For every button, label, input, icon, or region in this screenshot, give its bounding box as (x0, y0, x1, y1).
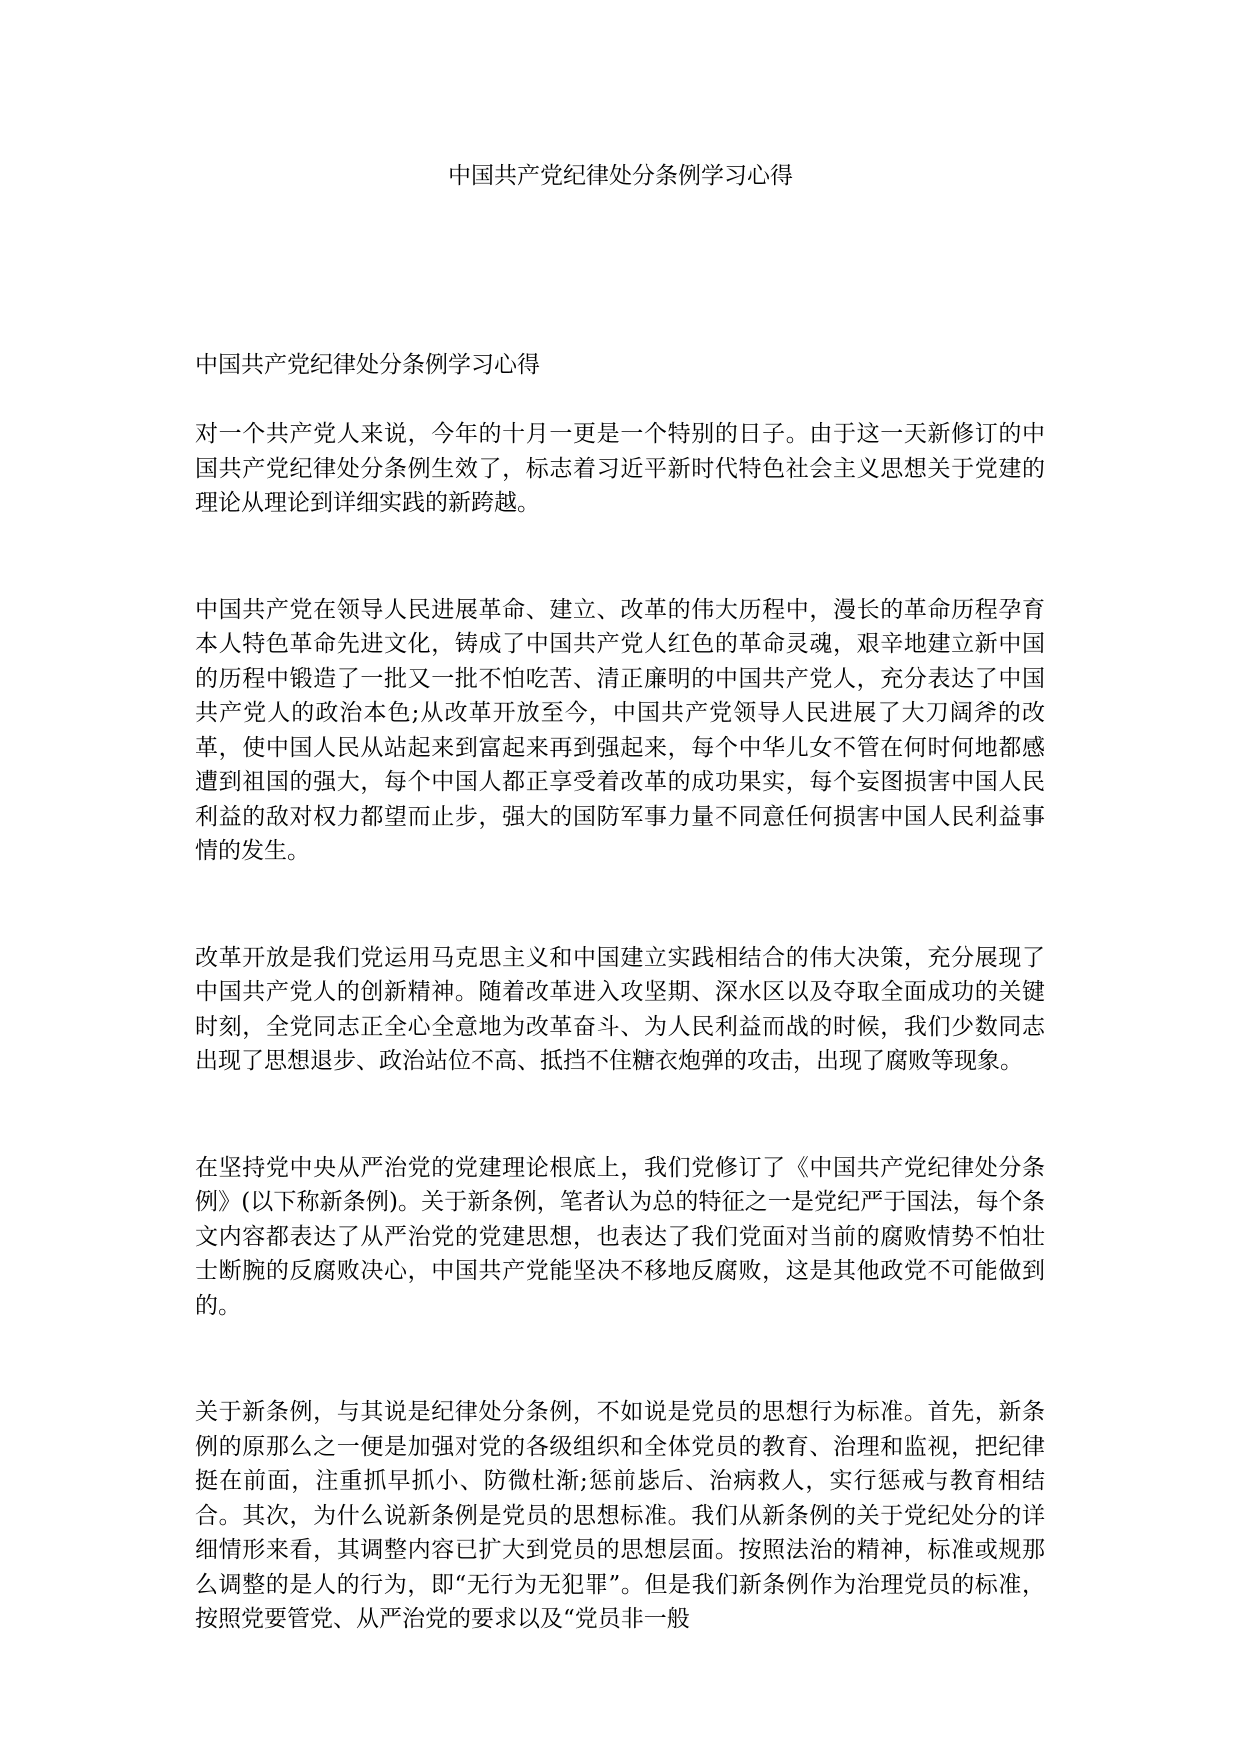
document-body (195, 347, 1045, 1637)
paragraph-2: 中国共产党在领导人民进展革命、建立、改革的伟大历程中，漫长的革命历程孕育本人特色革命先进文化，铸成了中国共产党人红色的革命灵魂，艰辛地建立新中国的历程中锻造了一批又一批不怕吃苦、清正廉明的中国共产党人，充分表达了中国共产党人的政治本色;从改革开放至今，中国共产党领导人民进展了大刀阔斧的改革，使中国人民从站起来到富起来再到强起来，每个中华儿女不管在何时何地都感遭到祖国的强大，每个中国人都正享受着改革的成功果实，每个妄图损害中国人民利益的敌对权力都望而止步，强大的国防军事力量不同意任何损害中国人民利益事情的发生。 (195, 596, 1045, 864)
document-subtitle: 中国共产党纪律处分条例学习心得 (195, 352, 540, 378)
paragraph-3: 改革开放是我们党运用马克思主义和中国建立实践相结合的伟大决策，充分展现了中国共产党人的创新精神。随着改革进入攻坚期、深水区以及夺取全面成功的关键时刻，全党同志正全心全意地为改革奋斗、为人民利益而战的时候，我们少数同志出现了思想退步、政治站位不高、抵挡不住糖衣炮弹的攻击，出现了腐败等现象。 (195, 944, 1045, 1074)
document-title: 中国共产党纪律处分条例学习心得 (448, 163, 793, 189)
paragraph-5: 关于新条例，与其说是纪律处分条例，不如说是党员的思想行为标准。首先，新条例的原那么之一便是加强对党的各级组织和全体党员的教育、治理和监视，把纪律挺在前面，注重抓早抓小、防微杜渐;惩前毖后、治病救人，实行惩戒与教育相结合。其次，为什么说新条例是党员的思想标准。我们从新条例的关于党纪处分的详细情形来看，其调整内容已扩大到党员的思想层面。按照法治的精神，标准或规那么调整的是人的行为，即“无行为无犯罪”。但是我们新条例作为治理党员的标准，按照党要管党、从严治党的要求以及“党员非一般 (195, 1399, 1045, 1632)
paragraph-4: 在坚持党中央从严治党的党建理论根底上，我们党修订了《中国共产党纪律处分条例》(以下称新条例)。关于新条例，笔者认为总的特征之一是党纪严于国法，每个条文内容都表达了从严治党的党建思想，也表达了我们党面对当前的腐败情势不怕壮士断腕的反腐败决心，中国共产党能坚决不移地反腐败，这是其他政党不可能做到的。 (195, 1154, 1045, 1319)
paragraph-1: 对一个共产党人来说，今年的十月一更是一个特别的日子。由于这一天新修订的中国共产党纪律处分条例生效了，标志着习近平新时代特色社会主义思想关于党建的理论从理论到详细实践的新跨越。 (195, 421, 1045, 516)
